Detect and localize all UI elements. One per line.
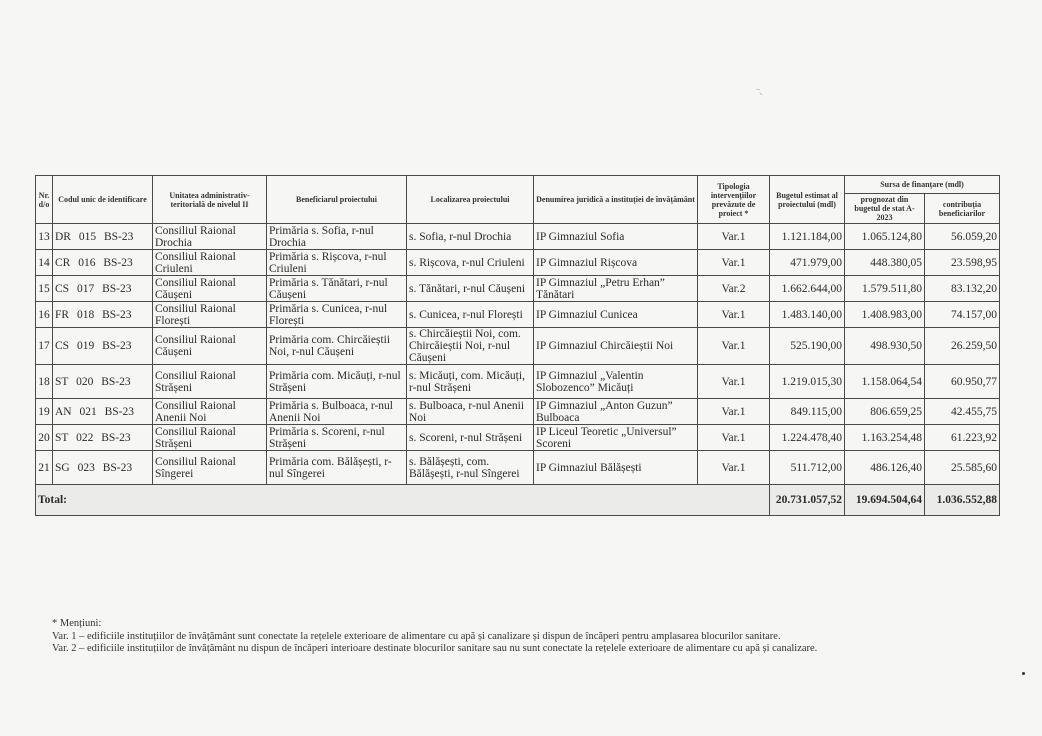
cell-unit: Consiliul Raional Sîngerei (153, 451, 267, 485)
cell-institution: IP Gimnaziul Rișcova (534, 250, 698, 276)
header-unit: Unitatea administrativ-teritorială de nivelul II (153, 176, 267, 224)
cell-code: DR 015 BS-23 (53, 224, 153, 250)
cell-beneficiary: Primăria com. Micăuți, r-nul Strășeni (267, 365, 407, 399)
cell-contribution: 74.157,00 (925, 302, 1000, 328)
cell-nr: 17 (36, 328, 53, 365)
cell-state: 1.579.511,80 (845, 276, 925, 302)
cell-location: s. Scoreni, r-nul Strășeni (407, 425, 534, 451)
cell-unit: Consiliul Raional Căușeni (153, 328, 267, 365)
cell-type: Var.1 (698, 328, 770, 365)
header-state: prognozat din bugetul de stat A-2023 (845, 194, 925, 224)
cell-budget: 525.190,00 (770, 328, 845, 365)
cell-contribution: 25.585,60 (925, 451, 1000, 485)
cell-contribution: 56.059,20 (925, 224, 1000, 250)
header-type: Tipologia intervențiilor prevăzute de proiect * (698, 176, 770, 224)
cell-institution: IP Gimnaziul Bălășești (534, 451, 698, 485)
cell-code: AN 021 BS-23 (53, 399, 153, 425)
cell-unit: Consiliul Raional Strășeni (153, 425, 267, 451)
cell-location: s. Sofia, r-nul Drochia (407, 224, 534, 250)
cell-budget: 849.115,00 (770, 399, 845, 425)
cell-contribution: 42.455,75 (925, 399, 1000, 425)
header-code: Codul unic de identificare (53, 176, 153, 224)
cell-institution: IP Liceul Teoretic „Universul” Scoreni (534, 425, 698, 451)
cell-contribution: 83.132,20 (925, 276, 1000, 302)
header-location: Localizarea proiectului (407, 176, 534, 224)
cell-code: ST 020 BS-23 (53, 365, 153, 399)
cell-location: s. Rișcova, r-nul Criuleni (407, 250, 534, 276)
header-institution: Denumirea juridică a instituției de învățământ (534, 176, 698, 224)
cell-type: Var.1 (698, 224, 770, 250)
table-row (36, 425, 1000, 451)
cell-institution: IP Gimnaziul „Valentin Slobozenco” Micăuți (534, 365, 698, 399)
cell-type: Var.1 (698, 250, 770, 276)
cell-budget: 1.121.184,00 (770, 224, 845, 250)
cell-institution: IP Gimnaziul Sofia (534, 224, 698, 250)
header-beneficiary: Beneficiarul proiectului (267, 176, 407, 224)
cell-beneficiary: Primăria s. Bulboaca, r-nul Anenii Noi (267, 399, 407, 425)
cell-budget: 471.979,00 (770, 250, 845, 276)
cell-nr: 19 (36, 399, 53, 425)
table-row (36, 224, 1000, 250)
cell-state: 1.163.254,48 (845, 425, 925, 451)
total-label: Total: (36, 485, 770, 516)
cell-location: s. Bălășești, com. Bălășești, r-nul Sîngerei (407, 451, 534, 485)
cell-unit: Consiliul Raional Drochia (153, 224, 267, 250)
cell-unit: Consiliul Raional Strășeni (153, 365, 267, 399)
cell-institution: IP Gimnaziul Cunicea (534, 302, 698, 328)
cell-location: s. Cunicea, r-nul Florești (407, 302, 534, 328)
total-row (36, 485, 1000, 516)
table-row (36, 250, 1000, 276)
cell-state: 498.930,50 (845, 328, 925, 365)
total-budget: 20.731.057,52 (770, 485, 845, 516)
cell-nr: 21 (36, 451, 53, 485)
cell-type: Var.1 (698, 425, 770, 451)
header-funding: Sursa de finanțare (mdl) (845, 176, 1000, 194)
cell-location: s. Chircăieștii Noi, com. Chircăieștii Noi, r-nul Căușeni (407, 328, 534, 365)
cell-beneficiary: Primăria s. Rișcova, r-nul Criuleni (267, 250, 407, 276)
note-var1: Var. 1 – edificiile instituțiilor de învățământ sunt conectate la rețelele exterioare de alimentare cu apă și canalizare și dispun de încăperi pentru amplasarea blocurilor sanitare. (52, 630, 781, 642)
cell-nr: 14 (36, 250, 53, 276)
cell-contribution: 26.259,50 (925, 328, 1000, 365)
cell-beneficiary: Primăria s. Tănătari, r-nul Căușeni (267, 276, 407, 302)
cell-type: Var.1 (698, 365, 770, 399)
cell-type: Var.1 (698, 302, 770, 328)
cell-state: 1.158.064,54 (845, 365, 925, 399)
table-header (36, 176, 1000, 224)
cell-code: CR 016 BS-23 (53, 250, 153, 276)
table-row (36, 451, 1000, 485)
table-row (36, 302, 1000, 328)
header-nr: Nr. d/o (36, 176, 53, 224)
cell-beneficiary: Primăria com. Bălășești, r-nul Sîngerei (267, 451, 407, 485)
cell-budget: 1.662.644,00 (770, 276, 845, 302)
cell-nr: 13 (36, 224, 53, 250)
table-row (36, 328, 1000, 365)
cell-unit: Consiliul Raional Căușeni (153, 276, 267, 302)
cell-beneficiary: Primăria s. Cunicea, r-nul Florești (267, 302, 407, 328)
cell-type: Var.2 (698, 276, 770, 302)
cell-beneficiary: Primăria s. Sofia, r-nul Drochia (267, 224, 407, 250)
cell-contribution: 61.223,92 (925, 425, 1000, 451)
header-budget: Bugetul estimat al proiectului (mdl) (770, 176, 845, 224)
cell-nr: 20 (36, 425, 53, 451)
cell-code: ST 022 BS-23 (53, 425, 153, 451)
cell-nr: 15 (36, 276, 53, 302)
table-body (36, 224, 1000, 516)
cell-type: Var.1 (698, 399, 770, 425)
cell-contribution: 23.598,95 (925, 250, 1000, 276)
cell-location: s. Micăuți, com. Micăuți, r-nul Strășeni (407, 365, 534, 399)
cell-code: FR 018 BS-23 (53, 302, 153, 328)
cell-institution: IP Gimnaziul Chircăieștii Noi (534, 328, 698, 365)
table-row (36, 399, 1000, 425)
cell-budget: 1.219.015,30 (770, 365, 845, 399)
cell-code: CS 017 BS-23 (53, 276, 153, 302)
cell-institution: IP Gimnaziul „Petru Erhan” Tănătari (534, 276, 698, 302)
total-contribution: 1.036.552,88 (925, 485, 1000, 516)
cell-unit: Consiliul Raional Criuleni (153, 250, 267, 276)
table-row (36, 365, 1000, 399)
cell-state: 486.126,40 (845, 451, 925, 485)
cell-nr: 18 (36, 365, 53, 399)
cell-type: Var.1 (698, 451, 770, 485)
cell-budget: 1.483.140,00 (770, 302, 845, 328)
total-state: 19.694.504,64 (845, 485, 925, 516)
cell-beneficiary: Primăria s. Scoreni, r-nul Strășeni (267, 425, 407, 451)
header-contribution: contribuția beneficiarilor (925, 194, 1000, 224)
cell-nr: 16 (36, 302, 53, 328)
cell-contribution: 60.950,77 (925, 365, 1000, 399)
notes-section (52, 618, 1012, 656)
cell-location: s. Bulboaca, r-nul Anenii Noi (407, 399, 534, 425)
notes-title: * Mențiuni: (52, 618, 102, 629)
table-row (36, 276, 1000, 302)
cell-institution: IP Gimnaziul „Anton Guzun” Bulboaca (534, 399, 698, 425)
cell-unit: Consiliul Raional Anenii Noi (153, 399, 267, 425)
cell-unit: Consiliul Raional Florești (153, 302, 267, 328)
scan-speck: ˙ˆ◟ (755, 88, 763, 96)
cell-beneficiary: Primăria com. Chircăieștii Noi, r-nul Căușeni (267, 328, 407, 365)
scan-dot (1022, 672, 1025, 675)
cell-state: 448.380,05 (845, 250, 925, 276)
cell-budget: 511.712,00 (770, 451, 845, 485)
cell-code: SG 023 BS-23 (53, 451, 153, 485)
projects-table (35, 175, 1000, 516)
cell-code: CS 019 BS-23 (53, 328, 153, 365)
cell-state: 806.659,25 (845, 399, 925, 425)
cell-state: 1.408.983,00 (845, 302, 925, 328)
cell-budget: 1.224.478,40 (770, 425, 845, 451)
note-var2: Var. 2 – edificiile instituțiilor de învățământ nu dispun de încăperi interioare destinate blocurilor sanitare sau nu sunt conectate la rețelele exterioare de alimentare cu apă și canalizare. (52, 643, 818, 654)
cell-location: s. Tănătari, r-nul Căușeni (407, 276, 534, 302)
cell-state: 1.065.124,80 (845, 224, 925, 250)
